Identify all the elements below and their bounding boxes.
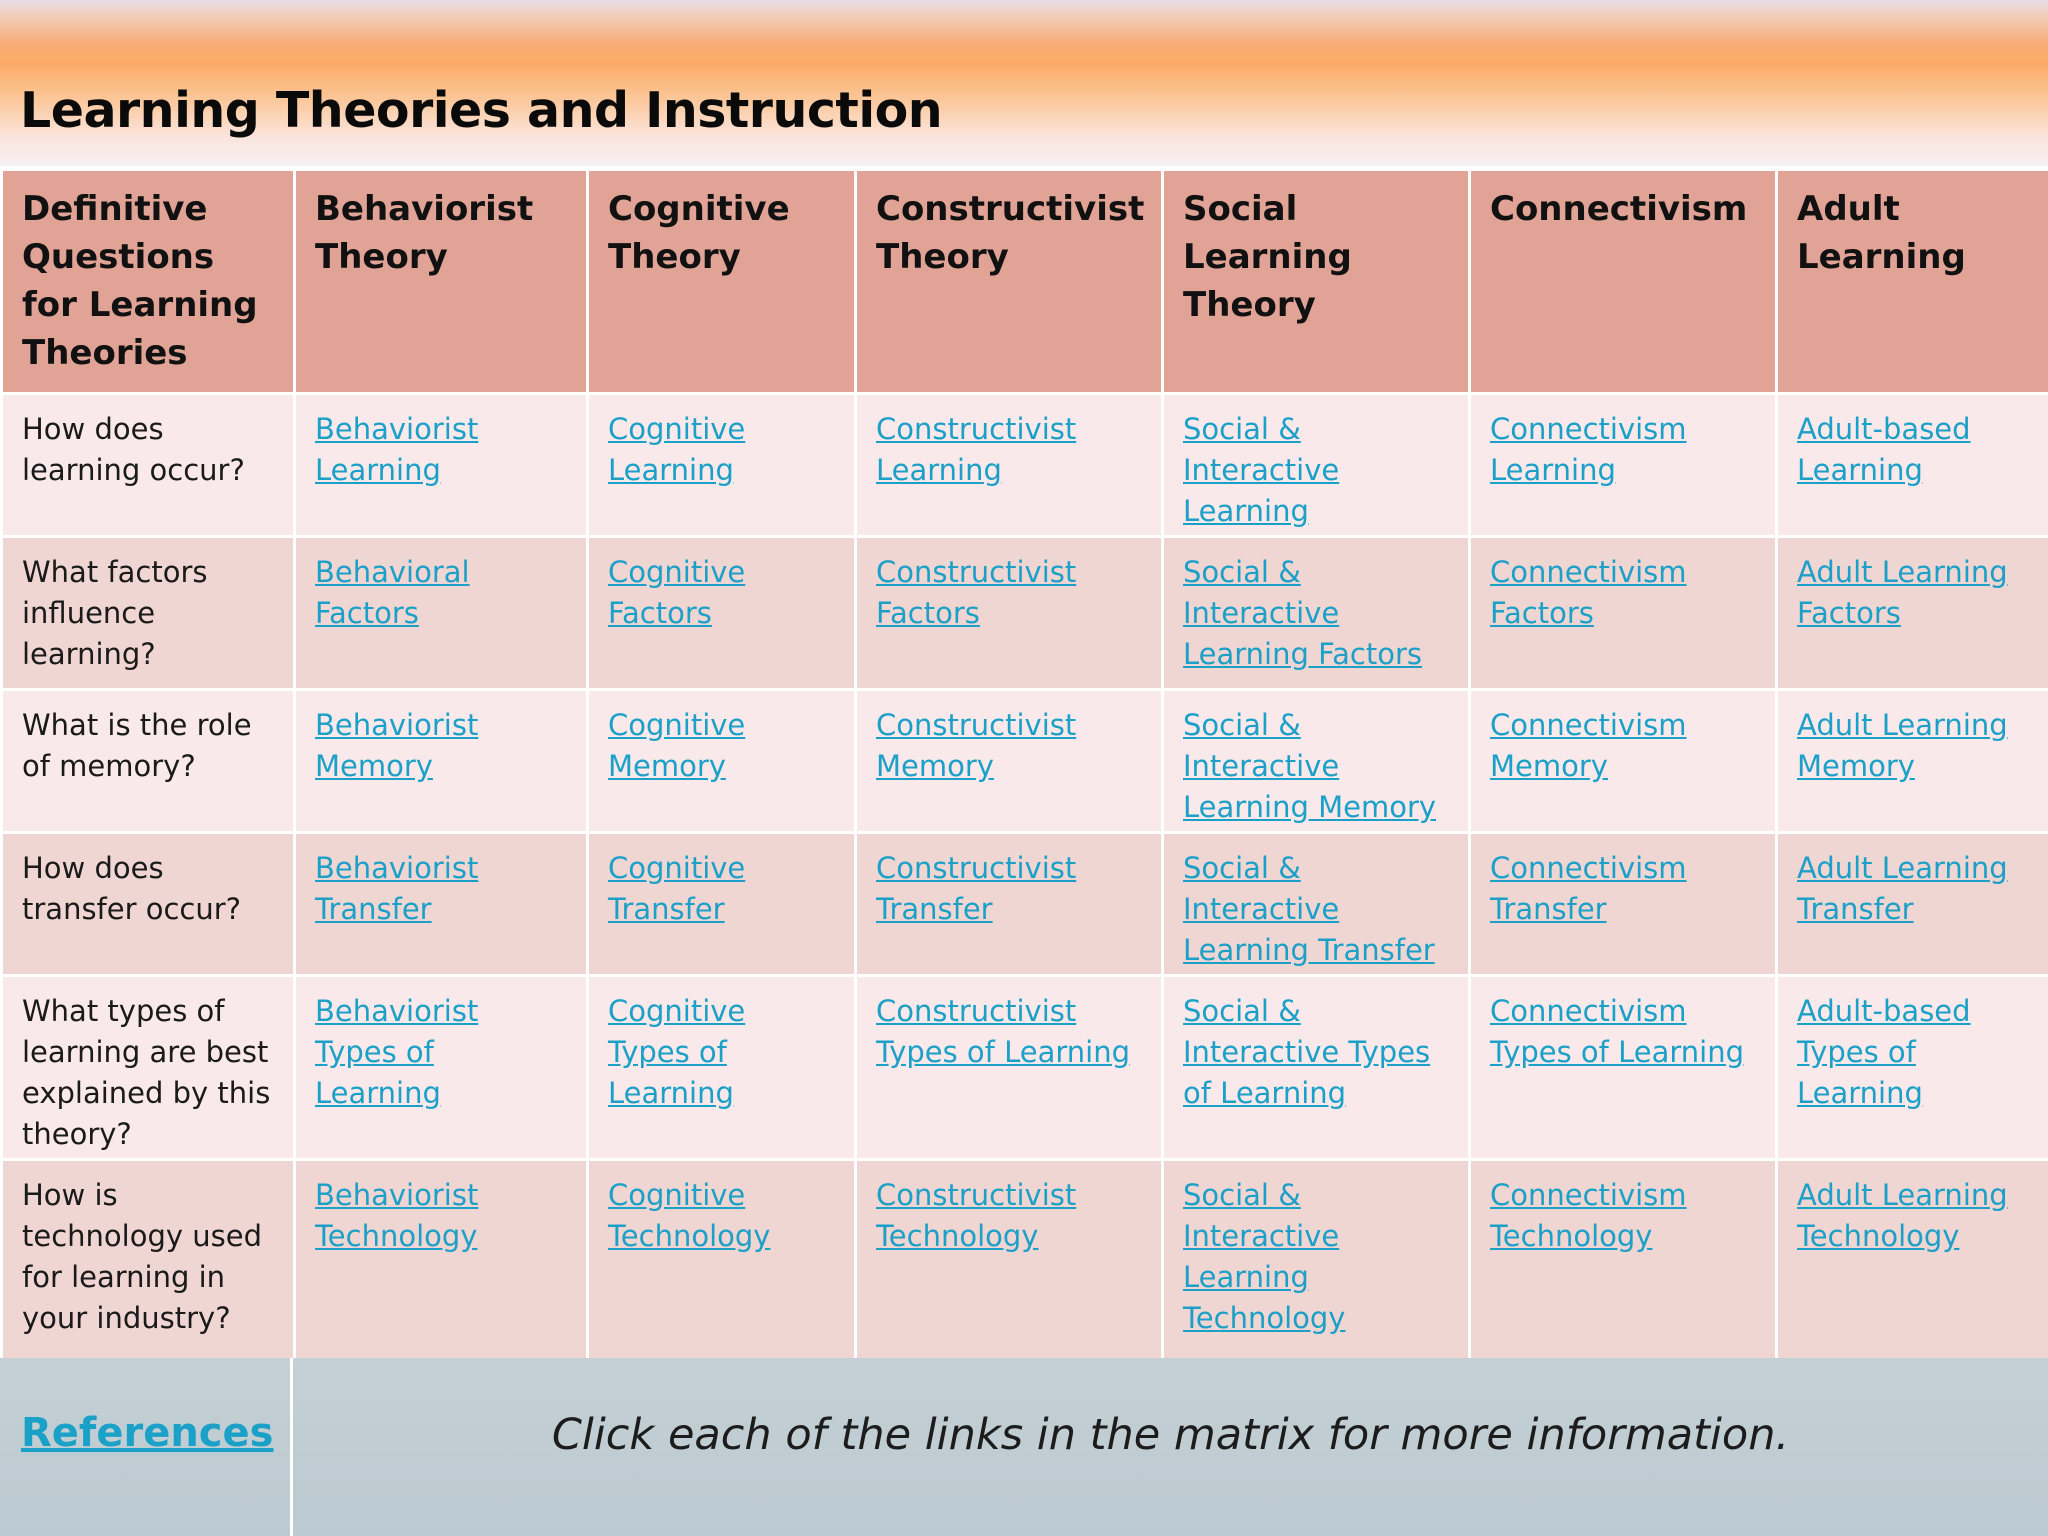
cell <box>1163 833 1470 976</box>
matrix-link[interactable]: Constructivist Factors <box>876 555 1077 630</box>
matrix-link[interactable]: Social & Interactive Learning Technology <box>1183 1178 1346 1335</box>
matrix-link[interactable]: Constructivist Transfer <box>876 851 1077 926</box>
matrix-link[interactable]: Cognitive Learning <box>608 412 746 487</box>
matrix-link[interactable]: Connectivism Learning <box>1490 412 1687 487</box>
cell <box>1777 1160 2048 1360</box>
matrix-link[interactable]: Cognitive Memory <box>608 708 746 783</box>
matrix-link[interactable]: Behavioral Factors <box>315 555 470 630</box>
header-questions: Definitive Questions for Learning Theories <box>2 170 295 394</box>
cell <box>588 833 856 976</box>
learning-theories-matrix <box>0 168 2048 1361</box>
cell <box>856 976 1163 1160</box>
cell <box>1777 690 2048 833</box>
matrix-link[interactable]: Adult Learning Memory <box>1797 708 2008 783</box>
matrix-link[interactable]: Adult Learning Transfer <box>1797 851 2008 926</box>
header-adult-learning: Adult Learning <box>1777 170 2048 394</box>
cell <box>295 537 588 690</box>
question-cell: How is technology used for learning in your industry? <box>2 1160 295 1360</box>
header-cognitive: Cognitive Theory <box>588 170 856 394</box>
cell <box>1470 1160 1777 1360</box>
cell <box>856 690 1163 833</box>
matrix-link[interactable]: Connectivism Technology <box>1490 1178 1687 1253</box>
cell <box>1163 394 1470 537</box>
cell <box>295 690 588 833</box>
instruction-note: Click each of the links in the matrix for more information. <box>551 1410 1790 1460</box>
cell <box>588 537 856 690</box>
matrix-link[interactable]: Behaviorist Transfer <box>315 851 479 926</box>
matrix-link[interactable]: Social & Interactive Learning Memory <box>1183 708 1437 824</box>
matrix-link[interactable]: Adult Learning Technology <box>1797 1178 2008 1253</box>
matrix-link[interactable]: Social & Interactive Learning <box>1183 412 1340 528</box>
cell <box>1777 537 2048 690</box>
question-cell: How does transfer occur? <box>2 833 295 976</box>
matrix-link[interactable]: Connectivism Factors <box>1490 555 1687 630</box>
matrix-link[interactable]: Constructivist Memory <box>876 708 1077 783</box>
matrix-link[interactable]: Cognitive Technology <box>608 1178 771 1253</box>
cell <box>1470 976 1777 1160</box>
table-row <box>2 976 2048 1160</box>
matrix-link[interactable]: Behaviorist Memory <box>315 708 479 783</box>
matrix-link[interactable]: Cognitive Types of Learning <box>608 994 746 1110</box>
references-link[interactable]: References <box>21 1410 274 1456</box>
cell <box>295 1160 588 1360</box>
cell <box>856 537 1163 690</box>
title-bar <box>0 0 2048 166</box>
cell <box>1470 833 1777 976</box>
header-social-learning: Social Learning Theory <box>1163 170 1470 394</box>
cell <box>1777 833 2048 976</box>
cell <box>588 394 856 537</box>
matrix-link[interactable]: Connectivism Memory <box>1490 708 1687 783</box>
matrix-link[interactable]: Constructivist Technology <box>876 1178 1077 1253</box>
matrix-link[interactable]: Social & Interactive Types of Learning <box>1183 994 1431 1110</box>
matrix-link[interactable]: Social & Interactive Learning Transfer <box>1183 851 1435 967</box>
cell <box>588 976 856 1160</box>
question-cell: What types of learning are best explained by this theory? <box>2 976 295 1160</box>
cell <box>1470 537 1777 690</box>
question-cell: What factors influence learning? <box>2 537 295 690</box>
cell <box>1777 394 2048 537</box>
cell <box>1163 1160 1470 1360</box>
matrix-link[interactable]: Constructivist Learning <box>876 412 1077 487</box>
matrix-link[interactable]: Behaviorist Technology <box>315 1178 479 1253</box>
question-cell: How does learning occur? <box>2 394 295 537</box>
page-title: Learning Theories and Instruction <box>20 82 943 139</box>
table-row <box>2 394 2048 537</box>
question-cell: What is the role of memory? <box>2 690 295 833</box>
cell <box>1470 690 1777 833</box>
cell <box>856 394 1163 537</box>
table-row <box>2 537 2048 690</box>
matrix-link[interactable]: Connectivism Types of Learning <box>1490 994 1745 1069</box>
footer-bar <box>0 1358 2048 1536</box>
table-row <box>2 690 2048 833</box>
cell <box>1777 976 2048 1160</box>
matrix-link[interactable]: Adult Learning Factors <box>1797 555 2008 630</box>
header-behaviorist: Behaviorist Theory <box>295 170 588 394</box>
table-row <box>2 1160 2048 1360</box>
cell <box>588 1160 856 1360</box>
cell <box>295 394 588 537</box>
matrix-link[interactable]: Constructivist Types of Learning <box>876 994 1131 1069</box>
matrix-link[interactable]: Social & Interactive Learning Factors <box>1183 555 1422 671</box>
header-connectivism: Connectivism <box>1470 170 1777 394</box>
header-constructivist: Constructivist Theory <box>856 170 1163 394</box>
header-row <box>2 170 2048 394</box>
matrix-link[interactable]: Cognitive Factors <box>608 555 746 630</box>
matrix-link[interactable]: Connectivism Transfer <box>1490 851 1687 926</box>
table-row <box>2 833 2048 976</box>
matrix-link[interactable]: Behaviorist Learning <box>315 412 479 487</box>
cell <box>295 976 588 1160</box>
matrix-link[interactable]: Behaviorist Types of Learning <box>315 994 479 1110</box>
matrix-link[interactable]: Adult-based Learning <box>1797 412 1971 487</box>
cell <box>856 833 1163 976</box>
cell <box>1163 537 1470 690</box>
cell <box>295 833 588 976</box>
cell <box>1470 394 1777 537</box>
matrix-link[interactable]: Adult-based Types of Learning <box>1797 994 1971 1110</box>
cell <box>856 1160 1163 1360</box>
cell <box>1163 976 1470 1160</box>
cell <box>1163 690 1470 833</box>
cell <box>588 690 856 833</box>
matrix-link[interactable]: Cognitive Transfer <box>608 851 746 926</box>
